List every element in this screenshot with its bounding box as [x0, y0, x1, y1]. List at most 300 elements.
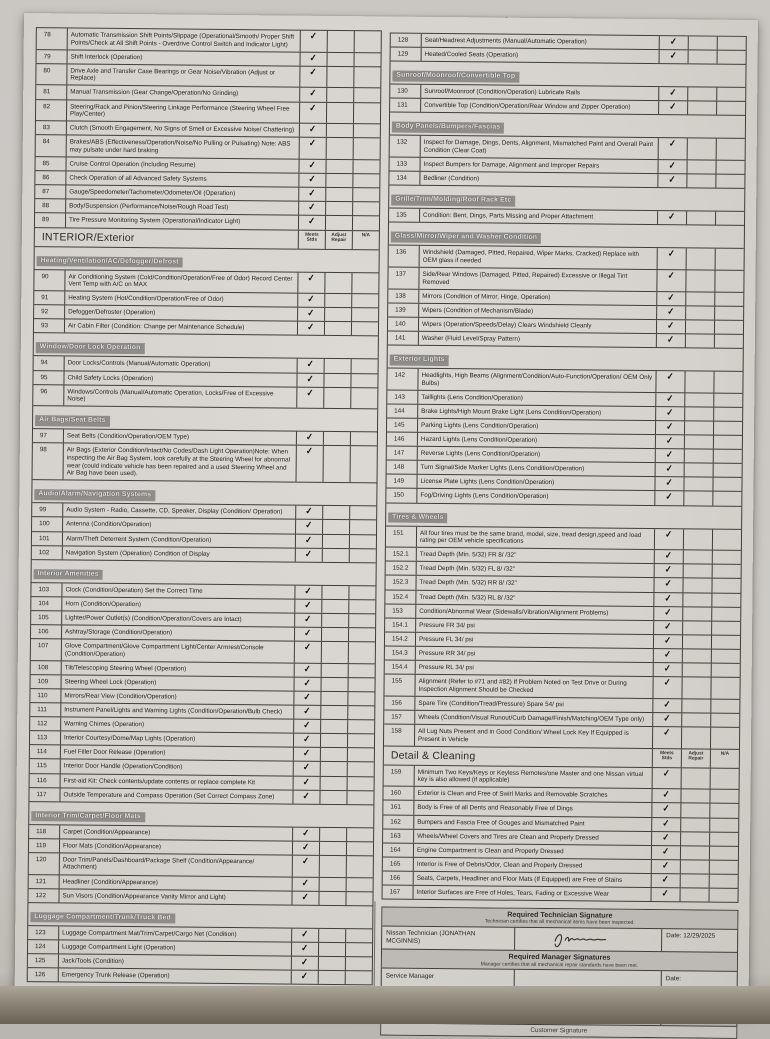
checkmark-icon: ✓ [668, 174, 677, 185]
table-row [36, 63, 380, 88]
item-description: Seats, Carpets, Headliner and Floor Mats (If Equipped) are Free of Stains [413, 872, 651, 887]
adjust-checkbox-cell [681, 677, 710, 698]
meets-checkbox-cell [651, 846, 680, 859]
na-checkbox-cell [347, 692, 374, 705]
item-description: Mirrors/Rear View (Condition/Operation) [60, 689, 293, 704]
section-header-label: Sunroof/Moonroof/Convertible Top [392, 71, 519, 83]
checkmark-icon: ✓ [306, 358, 315, 370]
item-description: Alignment (Refer to #71 and #82) If Problem Noted on Test Drive or During Inspection Alignment Should be Checked [414, 675, 652, 698]
form-page [14, 13, 758, 1035]
item-number: 96 [40, 387, 48, 395]
adjust-checkbox-cell [688, 50, 717, 63]
adjust-checkbox-cell [326, 88, 353, 101]
na-checkbox-cell [348, 664, 375, 677]
na-checkbox-cell [345, 929, 372, 942]
item-description: Exterior is Clean and Free of Swirl Marks and Removable Scratches [413, 787, 651, 802]
adjust-checkbox-cell [325, 202, 352, 215]
adjust-checkbox-cell [326, 138, 353, 159]
meets-checkbox-cell [654, 529, 683, 550]
adjust-checkbox-cell [687, 88, 716, 101]
item-number: 154.4 [391, 663, 408, 671]
item-description: Inspect for Damage, Dings, Dents, Alignment, Mismatched Paint and Overall Paint Condition (Clear Coat) [420, 136, 658, 159]
checkmark-icon: ✓ [665, 406, 675, 418]
adjust-checkbox-cell [320, 720, 347, 733]
item-number: 110 [37, 692, 48, 700]
meets-checkbox-cell [291, 957, 318, 970]
item-description: Engine Compartment is Clean and Properly Dressed [413, 843, 651, 858]
na-checkbox-cell [350, 388, 377, 409]
item-number: 154.1 [392, 621, 408, 629]
item-number: 114 [36, 748, 47, 756]
checkmark-icon: ✓ [663, 698, 672, 710]
item-number: 146 [393, 435, 405, 443]
checkmark-icon: ✓ [308, 123, 318, 135]
item-number: 129 [397, 50, 409, 58]
meets-checkbox-cell [651, 818, 680, 831]
na-checkbox-cell [709, 832, 738, 845]
meets-checkbox-cell [659, 36, 688, 49]
adjust-checkbox-cell [680, 888, 709, 901]
adjust-checkbox-cell [325, 216, 352, 229]
checkmark-icon: ✓ [301, 876, 310, 888]
item-description: Turn Signal/Side Marker Lights (Lens Condition/Operation) [417, 461, 655, 476]
adjust-checkbox-cell [683, 492, 712, 505]
adjust-checkbox-cell [687, 139, 716, 160]
adjust-checkbox-cell [681, 699, 710, 712]
na-column-header: N/A [352, 231, 379, 249]
item-number: 139 [395, 306, 406, 314]
meets-checkbox-cell [653, 663, 682, 676]
item-number: 125 [34, 957, 46, 965]
item-number: 92 [41, 308, 49, 316]
adjust-checkbox-cell [684, 464, 713, 477]
meets-checkbox-cell [292, 841, 319, 854]
checkmark-icon: ✓ [306, 293, 316, 305]
meets-checkbox-cell [656, 320, 685, 333]
item-number: 112 [37, 720, 48, 728]
item-number: 99 [39, 506, 47, 514]
adjust-checkbox-cell [684, 421, 713, 434]
adjust-checkbox-cell [685, 320, 714, 333]
item-number: 126 [34, 971, 46, 979]
item-number: 89 [41, 216, 50, 224]
checkmark-icon: ✓ [668, 87, 678, 98]
meets-checkbox-cell [653, 593, 682, 606]
adjust-checkbox-cell [320, 776, 347, 789]
adjust-checkbox-cell [680, 832, 709, 845]
item-description: Air Cabin Filter (Condition: Change per Maintenance Schedule) [64, 320, 297, 335]
meets-checkbox-cell [293, 734, 320, 747]
na-checkbox-cell [348, 678, 375, 691]
adjust-checkbox-cell [322, 534, 349, 547]
meets-checkbox-cell [299, 124, 326, 137]
meets-checkbox-cell [655, 407, 684, 420]
item-number: 78 [43, 31, 51, 39]
adjust-checkbox-cell [682, 607, 711, 620]
item-number: 161 [390, 803, 401, 812]
checkmark-icon: ✓ [668, 138, 677, 149]
checkmark-icon: ✓ [662, 767, 671, 779]
adjust-checkbox-cell [318, 971, 345, 984]
adjust-checkbox-cell [326, 102, 353, 123]
table-row [384, 723, 739, 748]
item-number: 149 [393, 477, 405, 486]
item-number: 86 [42, 174, 50, 182]
meets-column-header: Meets Stds [652, 749, 681, 767]
meets-checkbox-cell [298, 160, 325, 173]
item-number: 131 [397, 101, 408, 109]
checkmark-icon: ✓ [303, 691, 312, 703]
checkmark-icon: ✓ [663, 606, 673, 618]
adjust-checkbox-cell [324, 322, 351, 335]
meets-checkbox-cell [658, 87, 687, 100]
item-description: Luggage Compartment Light (Operation) [58, 940, 291, 955]
item-number: 152.2 [392, 564, 409, 573]
meets-checkbox-cell [297, 272, 324, 293]
adjust-checkbox-cell [687, 102, 716, 115]
checkmark-icon: ✓ [667, 211, 677, 222]
item-description: Wipers (Condition of Mechanism/Blade) [418, 304, 656, 319]
item-number: 109 [37, 678, 49, 686]
item-number: 85 [42, 160, 50, 168]
na-checkbox-cell [715, 249, 744, 270]
adjust-checkbox-cell [685, 306, 714, 319]
item-description: Wheels/Wheel Covers and Tires are Clean and Properly Dressed [413, 829, 651, 844]
adjust-checkbox-cell [323, 446, 350, 482]
table-row [37, 28, 381, 52]
na-checkbox-cell [715, 161, 744, 174]
item-number: 152.1 [392, 550, 409, 558]
meets-checkbox-cell [293, 776, 320, 789]
adjust-checkbox-cell [683, 478, 712, 491]
item-description: Tread Depth (Min. 5/32) FL 8/ /32" [416, 562, 654, 577]
item-number: 106 [38, 628, 49, 636]
checkmark-icon: ✓ [300, 970, 309, 982]
na-checkbox-cell [348, 642, 375, 663]
item-number: 142 [394, 371, 406, 379]
section-header-label: Exterior Lights [390, 355, 449, 366]
meets-checkbox-cell [651, 874, 680, 887]
na-checkbox-cell [349, 549, 376, 562]
meets-checkbox-cell [654, 564, 683, 577]
na-checkbox-cell [350, 447, 377, 483]
na-checkbox-cell [711, 635, 740, 648]
adjust-checkbox-cell [686, 160, 715, 173]
na-checkbox-cell [713, 450, 742, 463]
adjust-checkbox-cell [684, 407, 713, 420]
technician-signature-title: Required Technician Signature [507, 909, 613, 920]
checkmark-icon: ✓ [304, 505, 314, 517]
na-checkbox-cell [347, 734, 374, 747]
checkmark-icon: ✓ [665, 449, 674, 460]
item-number: 116 [36, 776, 47, 784]
item-number: 124 [35, 942, 46, 951]
item-description: Tread Depth (Min. 5/32) RR 8/ /32" [415, 576, 653, 591]
adjust-checkbox-cell [680, 860, 709, 873]
item-number: 153 [392, 607, 403, 615]
na-checkbox-cell [353, 67, 380, 88]
adjust-checkbox-cell [319, 842, 346, 855]
na-checkbox-cell [709, 874, 738, 887]
adjust-checkbox-cell [685, 334, 714, 347]
na-checkbox-cell [709, 860, 738, 873]
meets-checkbox-cell [658, 101, 687, 114]
checkmark-icon: ✓ [302, 705, 312, 717]
item-number: 84 [42, 138, 50, 146]
category-title: INTERIOR/Exterior [41, 231, 135, 245]
meets-checkbox-cell [655, 435, 684, 448]
item-number: 81 [43, 88, 51, 96]
item-number: 156 [391, 699, 402, 707]
item-number: 95 [40, 373, 48, 381]
checkmark-icon: ✓ [307, 187, 317, 199]
section-header-label: Window/Door Lock Operation [36, 343, 145, 355]
checkmark-icon: ✓ [665, 491, 674, 502]
section-header-label: Interior Amenities [34, 569, 103, 580]
adjust-checkbox-cell [682, 593, 711, 606]
meets-checkbox-cell [652, 699, 681, 712]
adjust-checkbox-cell [319, 828, 346, 841]
checkmark-icon: ✓ [662, 726, 672, 738]
table-row [388, 267, 743, 292]
checkmark-icon: ✓ [303, 627, 313, 639]
item-number: 103 [38, 585, 50, 593]
section-header-label: Tires & Wheels [388, 512, 448, 523]
item-number: 87 [42, 188, 50, 196]
meets-checkbox-cell [294, 613, 321, 626]
meets-checkbox-cell [295, 506, 322, 519]
checkmark-icon: ✓ [301, 841, 311, 852]
item-number: 101 [38, 534, 50, 542]
item-description: Parking Lights (Lens Condition/Operation) [417, 419, 655, 434]
item-description: Navigation System (Operation) Condition of Display [62, 546, 295, 561]
item-number: 100 [39, 520, 50, 528]
checkmark-icon: ✓ [664, 592, 673, 604]
na-checkbox-cell [717, 51, 746, 64]
na-checkbox-cell [348, 600, 375, 613]
item-number: 166 [389, 874, 401, 882]
item-description: Fog/Driving Lights (Lens Condition/Operation) [416, 489, 654, 504]
meets-checkbox-cell [655, 421, 684, 434]
na-checkbox-cell [709, 804, 738, 817]
section-header-label: Audio/Alarm/Navigation Systems [34, 489, 155, 501]
na-checkbox-cell [710, 713, 739, 726]
na-checkbox-cell [351, 360, 378, 373]
meets-checkbox-cell [653, 607, 682, 620]
item-description: Seat Belts (Condition/Operation/OEM Type) [63, 430, 296, 445]
meets-checkbox-cell [655, 371, 684, 392]
adjust-checkbox-cell [686, 175, 715, 188]
adjust-checkbox-cell [319, 790, 346, 803]
item-number: 79 [43, 52, 51, 60]
item-number: 133 [396, 160, 408, 168]
section-header-label: Glass/Mirror/Wiper and Washer Condition [391, 232, 541, 244]
item-description: Steering Wheel Lock (Operation) [61, 675, 294, 690]
checkmark-icon: ✓ [304, 519, 314, 531]
item-number: 107 [37, 642, 49, 650]
meets-checkbox-cell [294, 677, 321, 690]
adjust-checkbox-cell [324, 294, 351, 307]
customer-signature-title: Customer Signature [530, 1026, 588, 1035]
checkmark-icon: ✓ [307, 215, 317, 227]
item-number: 121 [35, 877, 47, 885]
meets-checkbox-cell [658, 138, 687, 159]
item-number: 91 [41, 294, 49, 302]
adjust-checkbox-cell [323, 373, 350, 386]
item-description: Brakes/ABS (Effectiveness/Operation/Noise/No Pulling or Pulsating) Note: ABS may pulsate under hard braking [66, 136, 299, 159]
meets-checkbox-cell [653, 635, 682, 648]
item-number: 164 [389, 846, 401, 854]
checkmark-icon: ✓ [306, 372, 315, 384]
adjust-checkbox-cell [318, 943, 345, 956]
item-description: Ashtray/Storage (Condition/Operation) [61, 625, 294, 640]
technician-date: Date: 12/29/2025 [661, 929, 737, 952]
section-header-row [386, 502, 741, 528]
table-row [29, 852, 373, 877]
item-description: Inspect Bumpers for Damage, Alignment and Improper Repairs [420, 158, 658, 173]
meets-checkbox-cell [291, 942, 318, 955]
na-checkbox-cell [352, 188, 379, 201]
item-description: Automatic Transmission Shift Points/Slippage (Operational/Smooth/ Proper Shift Points/Check at All Shift Points - Overdrive Control Switch and Indicator Light) [67, 28, 300, 51]
item-description: Jack/Tools (Condition) [58, 954, 291, 969]
adjust-checkbox-cell [684, 435, 713, 448]
item-description: Horn (Condition/Operation) [61, 597, 294, 612]
checkmark-icon: ✓ [303, 663, 312, 674]
item-number: 98 [39, 446, 47, 454]
checkmark-icon: ✓ [666, 291, 676, 303]
na-checkbox-cell [347, 777, 374, 790]
item-number: 160 [390, 789, 402, 797]
meets-checkbox-cell [651, 832, 680, 845]
adjust-checkbox-cell [682, 621, 711, 634]
meets-checkbox-cell [295, 534, 322, 547]
adjust-checkbox-cell [321, 600, 348, 613]
na-checkbox-cell [714, 306, 743, 319]
item-description: Alarm/Theft Deterrent System (Condition/Operation) [62, 532, 295, 547]
item-description: Wipers (Operation/Speeds/Delay) Clears Windshield Cleanly [418, 318, 656, 333]
table-row [34, 269, 378, 294]
adjust-checkbox-cell [684, 371, 713, 392]
checkmark-icon: ✓ [668, 159, 677, 171]
adjust-checkbox-cell [327, 53, 354, 66]
adjust-checkbox-cell [682, 635, 711, 648]
adjust-checkbox-cell [322, 506, 349, 519]
adjust-checkbox-cell [323, 432, 350, 445]
item-description: Outside Temperature and Compass Operation (Set Correct Compass Zone) [59, 788, 292, 803]
checkmark-icon: ✓ [664, 550, 673, 561]
checkmark-icon: ✓ [309, 66, 318, 77]
checkmark-icon: ✓ [309, 30, 318, 42]
item-description: Hazard Lights (Lens Condition/Operation) [417, 433, 655, 448]
technician-signature-subtitle: Technician certifies that all mechanical items have been inspected. [484, 918, 635, 927]
na-checkbox-cell [346, 828, 373, 841]
section-header-row [32, 559, 376, 585]
na-checkbox-cell [710, 699, 739, 712]
meets-checkbox-cell [652, 677, 681, 698]
meets-checkbox-cell [294, 585, 321, 598]
adjust-checkbox-cell [684, 450, 713, 463]
item-number: 138 [395, 292, 406, 300]
section-header-row [390, 61, 745, 87]
item-description: Interior Door Handle (Operation/Condition) [60, 760, 293, 775]
adjust-checkbox-cell [680, 804, 709, 817]
item-number: 94 [40, 359, 48, 367]
item-number: 165 [389, 860, 401, 868]
table-row [389, 245, 744, 270]
na-checkbox-cell [714, 335, 743, 348]
checkmark-icon: ✓ [308, 87, 318, 99]
adjust-checkbox-cell [681, 768, 710, 789]
checkmark-icon: ✓ [301, 855, 311, 866]
item-description: Wheels (Condition/Visual Runout/Curb Damage/Finish/Matching/OEM Type only) [414, 711, 652, 726]
item-number: 158 [391, 727, 402, 735]
adjust-checkbox-cell [324, 308, 351, 321]
adjust-checkbox-cell [321, 628, 348, 641]
item-number: 137 [395, 270, 407, 278]
checkmark-icon: ✓ [302, 790, 311, 801]
meets-checkbox-cell [299, 66, 326, 87]
meets-checkbox-cell [299, 138, 326, 159]
adjust-checkbox-cell [321, 678, 348, 691]
meets-checkbox-cell [297, 322, 324, 335]
item-number: 82 [43, 102, 51, 110]
item-description: Bumpers and Fascia Free of Gouges and Mismatched Paint [413, 815, 651, 830]
checkmark-icon: ✓ [303, 677, 312, 688]
na-checkbox-cell [713, 393, 742, 406]
checkmark-icon: ✓ [304, 585, 313, 596]
item-description: Lighter/Power Outlet(s) (Condition/Operation/Covers are Intact) [61, 611, 294, 626]
checkmark-icon: ✓ [302, 775, 311, 787]
na-checkbox-cell [345, 943, 372, 956]
category-title-row [384, 745, 739, 767]
adjust-checkbox-cell [321, 642, 348, 663]
adjust-checkbox-cell [683, 529, 712, 550]
na-checkbox-cell [351, 273, 378, 294]
item-description: Spare Tire (Condition/Tread/Pressure) Spare 54/ psi [414, 697, 652, 712]
adjust-checkbox-cell [318, 929, 345, 942]
item-description: Warning Chimes (Operation) [60, 718, 293, 733]
na-checkbox-cell [354, 53, 381, 66]
item-description: Pressure FL 34/ psi [415, 633, 653, 648]
checkmark-icon: ✓ [664, 578, 673, 589]
item-description: Tread Depth (Min. 5/32) FR 8/ /32" [416, 548, 654, 563]
adjust-checkbox-cell [688, 36, 717, 49]
na-checkbox-cell [349, 521, 376, 534]
item-description: Seat/Headrest Adjustments (Manual/Automatic Operation) [421, 34, 659, 49]
checkmark-icon: ✓ [300, 928, 310, 939]
item-description: Pressure RR 34/ psi [415, 647, 653, 662]
meets-checkbox-cell [296, 387, 323, 408]
item-description: Tread Depth (Min. 5/32) RL 8/ /32" [415, 590, 653, 605]
meets-checkbox-cell [300, 52, 327, 65]
meets-checkbox-cell [651, 803, 680, 816]
meets-checkbox-cell [657, 211, 686, 224]
item-description: Floor Mats (Condition/Appearance) [59, 839, 292, 854]
item-description: Convertible Top (Condition/Operation/Rear Window and Zipper Operation) [420, 99, 658, 114]
adjust-checkbox-cell [680, 790, 709, 803]
item-description: Heated/Cooled Seats (Operation) [421, 48, 659, 63]
checkmark-icon: ✓ [662, 803, 671, 814]
checkmark-icon: ✓ [301, 827, 311, 838]
na-checkbox-cell [353, 103, 380, 124]
inspection-column-right [380, 33, 747, 1039]
checkmark-icon: ✓ [306, 387, 315, 398]
na-checkbox-cell [347, 748, 374, 761]
checkmark-icon: ✓ [305, 445, 314, 457]
checkmark-icon: ✓ [303, 641, 313, 653]
adjust-checkbox-cell [686, 212, 715, 225]
adjust-checkbox-cell [683, 551, 712, 564]
